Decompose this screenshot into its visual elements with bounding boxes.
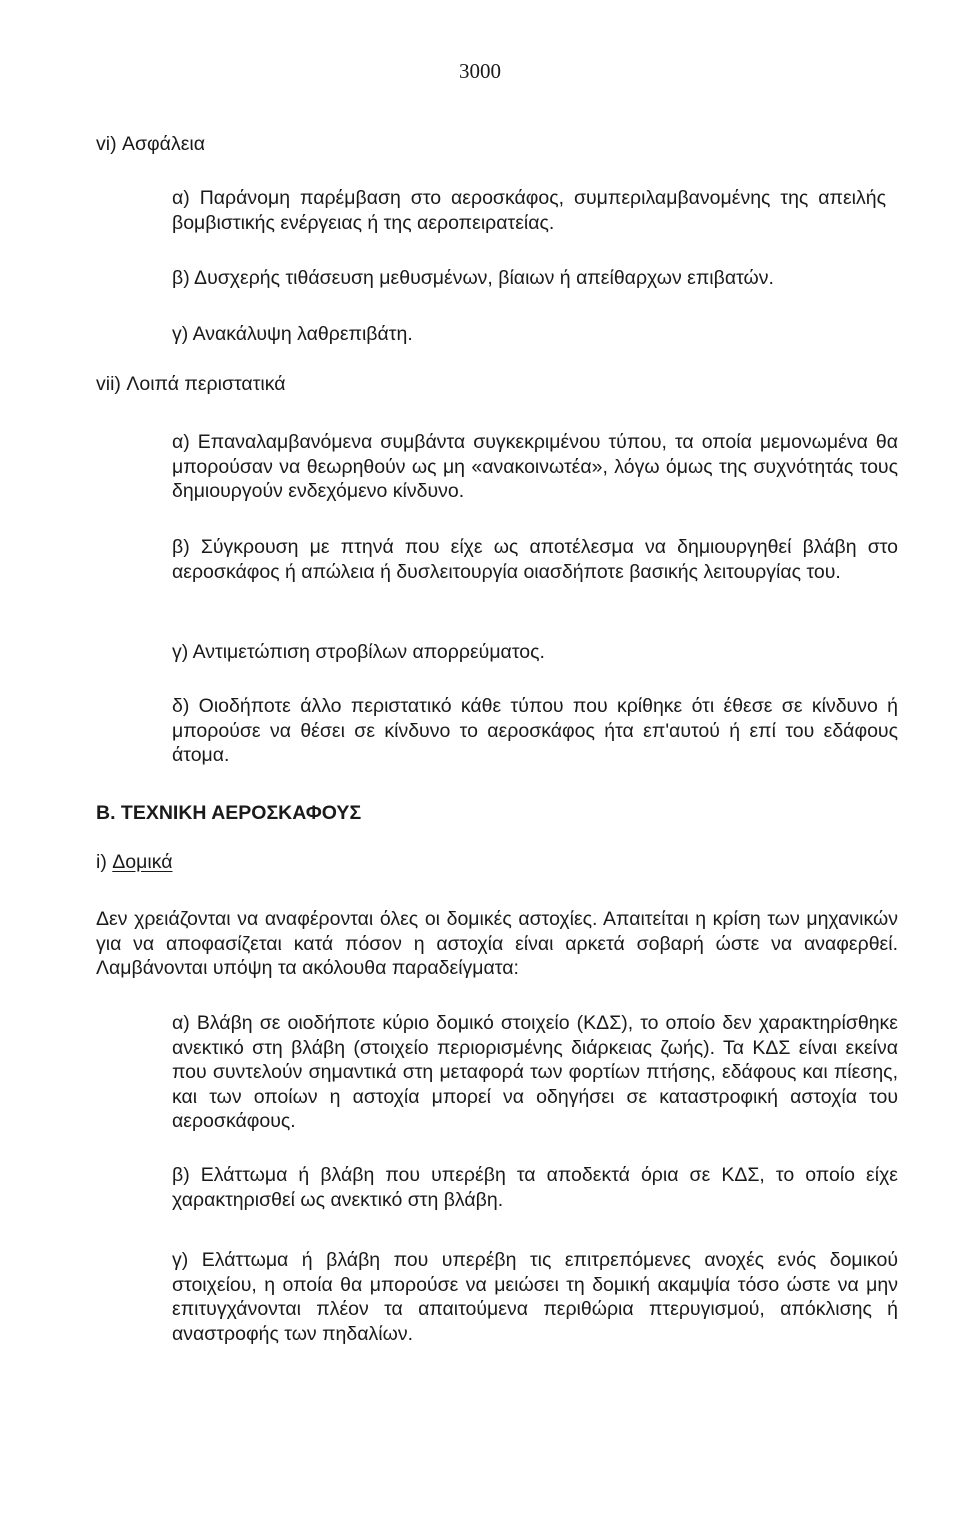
section-vi-item-c: γ) Ανακάλυψη λαθρεπιβάτη. xyxy=(172,323,413,345)
section-i-title: Δομικά xyxy=(112,851,173,873)
section-i-intro: Δεν χρειάζονται να αναφέρονται όλες οι δομικές αστοχίες. Απαιτείται η κρίση των μηχανικών για να αποφασίζεται κατά πόσον η αστοχία είναι αρκετά σοβαρή ώστε να αναφερθεί. Λαμβάνονται υπόψη τα ακόλουθα παραδείγματα: xyxy=(96,908,898,979)
section-i-heading xyxy=(96,850,172,874)
section-vii-heading: vii) Λοιπά περιστατικά xyxy=(96,373,286,395)
section-i-item-b: β) Ελάττωμα ή βλάβη που υπερέβη τα αποδεκτά όρια σε ΚΔΣ, το οποίο είχε χαρακτηρισθεί ως ανεκτικό στη βλάβη. xyxy=(172,1164,898,1211)
section-vii-item-a: α) Επαναλαμβανόμενα συμβάντα συγκεκριμένου τύπου, τα οποία μεμονωμένα θα μπορούσαν να θεωρηθούν ως μη «ανακοινωτέα», λόγω όμως της συχνότητάς τους δημιουργούν ενδεχόμενο κίνδυνο. xyxy=(172,431,898,502)
section-vi-item-a: α) Παράνομη παρέμβαση στο αεροσκάφος, συμπεριλαμβανομένης της απειλής βομβιστικής ενέργειας ή της αεροπειρατείας. xyxy=(172,187,886,234)
section-i-item-a: α) Βλάβη σε οιοδήποτε κύριο δομικό στοιχείο (ΚΔΣ), το οποίο δεν χαρακτηρίσθηκε ανεκτικό στη βλάβη (στοιχείο περιορισμένης διάρκειας ζωής). Τα ΚΔΣ είναι εκείνα που συντελούν σημαντικά στη μεταφορά των φορτίων πτήσης, εδάφους και πίεσης, και των οποίων η αστοχία μπορεί να οδηγήσει σε καταστροφική αστοχία του αεροσκάφους. xyxy=(172,1012,898,1132)
section-vi-item-b: β) Δυσχερής τιθάσευση μεθυσμένων, βίαιων ή απείθαρχων επιβατών. xyxy=(172,267,774,289)
page-number: 3000 xyxy=(459,59,501,83)
section-i-label: i) xyxy=(96,851,113,873)
section-vii-item-c: γ) Αντιμετώπιση στροβίλων απορρεύματος. xyxy=(172,641,545,663)
section-b-heading: Β. ΤΕΧΝΙΚΗ ΑΕΡΟΣΚΑΦΟΥΣ xyxy=(96,802,362,824)
section-vii-item-d: δ) Οιοδήποτε άλλο περιστατικό κάθε τύπου που κρίθηκε ότι έθεσε σε κίνδυνο ή μπορούσε να θέσει σε κίνδυνο το αεροσκάφος ήτα επ'αυτού ή επί του εδάφους άτομα. xyxy=(172,695,898,766)
section-vi-heading: vi) Ασφάλεια xyxy=(96,133,206,155)
section-vii-item-b: β) Σύγκρουση με πτηνά που είχε ως αποτέλεσμα να δημιουργηθεί βλάβη στο αεροσκάφος ή απώλεια ή δυσλειτουργία οιασδήποτε βασικής λειτουργίας του. xyxy=(172,536,898,583)
section-i-item-c: γ) Ελάττωμα ή βλάβη που υπερέβη τις επιτρεπόμενες ανοχές ενός δομικού στοιχείου, η οποία θα μπορούσε να μειώσει τη δομική ακαμψία τόσο ώστε να μην επιτυγχάνονται πλέον τα απαιτούμενα περιθώρια πτερυγισμού, απόκλισης ή αναστροφής των πηδαλίων. xyxy=(172,1249,898,1345)
